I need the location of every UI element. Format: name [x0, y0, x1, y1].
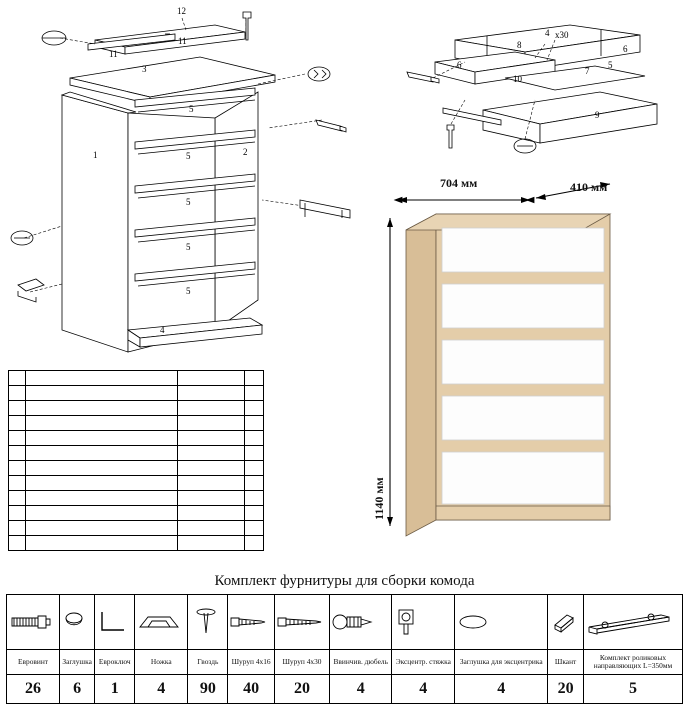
- svg-text:7: 7: [585, 66, 590, 76]
- part-qty: [245, 446, 264, 461]
- table-row: [9, 521, 264, 536]
- kit-item-qty: 26: [7, 675, 60, 704]
- exploded-view-cabinet: [0, 0, 360, 365]
- part-dimension: [178, 536, 245, 551]
- part-dimension: [178, 431, 245, 446]
- svg-text:3: 3: [142, 64, 147, 74]
- part-qty: [245, 386, 264, 401]
- part-qty: [245, 371, 264, 386]
- kit-item-name: Шуруп 4х30: [274, 650, 329, 675]
- part-name: [26, 431, 178, 446]
- table-row: [9, 536, 264, 551]
- kit-item-name: Шуруп 4х16: [228, 650, 275, 675]
- kit-item-name: Гвоздь: [188, 650, 228, 675]
- euro-screw-icon: [7, 595, 60, 650]
- nail-icon: [188, 595, 228, 650]
- kit-item-name: Евроключ: [95, 650, 135, 675]
- exploded-view-drawer: [395, 0, 675, 165]
- part-dimension: [178, 401, 245, 416]
- part-dimension: [178, 521, 245, 536]
- table-row: [9, 476, 264, 491]
- part-qty: [245, 416, 264, 431]
- svg-text:5: 5: [186, 242, 191, 252]
- part-name: [26, 446, 178, 461]
- kit-item-qty: 5: [584, 675, 683, 704]
- part-dimension: [178, 491, 245, 506]
- table-row: [9, 371, 264, 386]
- kit-item-name: Шкант: [548, 650, 584, 675]
- dowel-icon: [330, 595, 392, 650]
- part-name: [26, 386, 178, 401]
- table-row: [9, 386, 264, 401]
- part-name: [26, 416, 178, 431]
- part-qty: [245, 476, 264, 491]
- kit-item-name: Евровинт: [7, 650, 60, 675]
- dimension-height: 1140 мм: [372, 477, 386, 520]
- parts-table: [8, 370, 264, 551]
- kit-item-name: Эксцентр. стяжка: [392, 650, 455, 675]
- hardware-kit-table: [6, 594, 683, 704]
- table-row: [9, 491, 264, 506]
- part-name: [26, 371, 178, 386]
- cam-lock-icon: [392, 595, 455, 650]
- svg-text:6: 6: [623, 44, 628, 54]
- part-dimension: [178, 416, 245, 431]
- screw-4x30-icon: [274, 595, 329, 650]
- kit-item-qty: 1: [95, 675, 135, 704]
- part-number: [9, 521, 26, 536]
- part-qty: [245, 431, 264, 446]
- svg-text:5: 5: [608, 60, 613, 70]
- part-number: [9, 401, 26, 416]
- part-dimension: [178, 446, 245, 461]
- kit-item-name: Комплект роликовых направляющих L=350мм: [584, 650, 683, 675]
- kit-item-name: Заглушка для эксцентрика: [455, 650, 548, 675]
- svg-text:х30: х30: [555, 30, 569, 40]
- part-number: [9, 446, 26, 461]
- part-qty: [245, 536, 264, 551]
- kit-item-name: Ввинчив. дюбель: [330, 650, 392, 675]
- part-name: [26, 461, 178, 476]
- slide-rail-icon: [584, 595, 683, 650]
- part-qty: [245, 521, 264, 536]
- svg-text:11: 11: [109, 49, 118, 59]
- part-name: [26, 506, 178, 521]
- table-row: [9, 416, 264, 431]
- svg-text:8: 8: [517, 40, 522, 50]
- part-number: [9, 461, 26, 476]
- part-name: [26, 536, 178, 551]
- handle-icon: [135, 595, 188, 650]
- part-dimension: [178, 461, 245, 476]
- part-number: [9, 476, 26, 491]
- part-number: [9, 371, 26, 386]
- kit-item-qty: 4: [135, 675, 188, 704]
- kit-item-qty: 4: [455, 675, 548, 704]
- part-number: [9, 416, 26, 431]
- kit-item-qty: 20: [274, 675, 329, 704]
- table-row: [9, 401, 264, 416]
- part-qty: [245, 491, 264, 506]
- kit-item-name: Ножка: [135, 650, 188, 675]
- dimension-depth: 410 мм: [570, 180, 608, 194]
- part-dimension: [178, 371, 245, 386]
- part-qty: [245, 461, 264, 476]
- part-name: [26, 401, 178, 416]
- svg-text:5: 5: [186, 197, 191, 207]
- kit-item-name: Заглушка: [60, 650, 95, 675]
- kit-item-qty: 4: [330, 675, 392, 704]
- table-row: [9, 431, 264, 446]
- part-dimension: [178, 506, 245, 521]
- table-row: [9, 446, 264, 461]
- table-row: [9, 461, 264, 476]
- dimension-width: 704 мм: [440, 176, 478, 190]
- part-number: [9, 431, 26, 446]
- part-dimension: [178, 476, 245, 491]
- euro-key-icon: [95, 595, 135, 650]
- kit-item-qty: 4: [392, 675, 455, 704]
- part-name: [26, 476, 178, 491]
- svg-text:11: 11: [178, 36, 187, 46]
- svg-text:2: 2: [243, 147, 248, 157]
- part-name: [26, 491, 178, 506]
- svg-text:1: 1: [93, 150, 98, 160]
- svg-text:5: 5: [186, 151, 191, 161]
- screw-4x16-icon: [228, 595, 275, 650]
- kit-item-qty: 20: [548, 675, 584, 704]
- part-qty: [245, 401, 264, 416]
- part-number: [9, 506, 26, 521]
- svg-text:6: 6: [457, 60, 462, 70]
- dresser-render: [378, 170, 678, 560]
- svg-text:9: 9: [595, 110, 600, 120]
- svg-text:5: 5: [189, 104, 194, 114]
- cam-cap-icon: [455, 595, 548, 650]
- svg-text:10: 10: [513, 74, 522, 84]
- kit-item-qty: 90: [188, 675, 228, 704]
- svg-text:4: 4: [160, 325, 165, 335]
- kit-item-qty: 40: [228, 675, 275, 704]
- part-name: [26, 521, 178, 536]
- part-number: [9, 491, 26, 506]
- part-qty: [245, 506, 264, 521]
- kit-title: Комплект фурнитуры для сборки комода: [214, 573, 475, 589]
- kit-item-qty: 6: [60, 675, 95, 704]
- table-row: [9, 506, 264, 521]
- cap-icon: [60, 595, 95, 650]
- part-number: [9, 386, 26, 401]
- part-dimension: [178, 386, 245, 401]
- svg-text:5: 5: [186, 286, 191, 296]
- svg-text:4: 4: [545, 28, 550, 38]
- part-number: [9, 536, 26, 551]
- dowel-pin-icon: [548, 595, 584, 650]
- svg-text:12: 12: [177, 6, 186, 16]
